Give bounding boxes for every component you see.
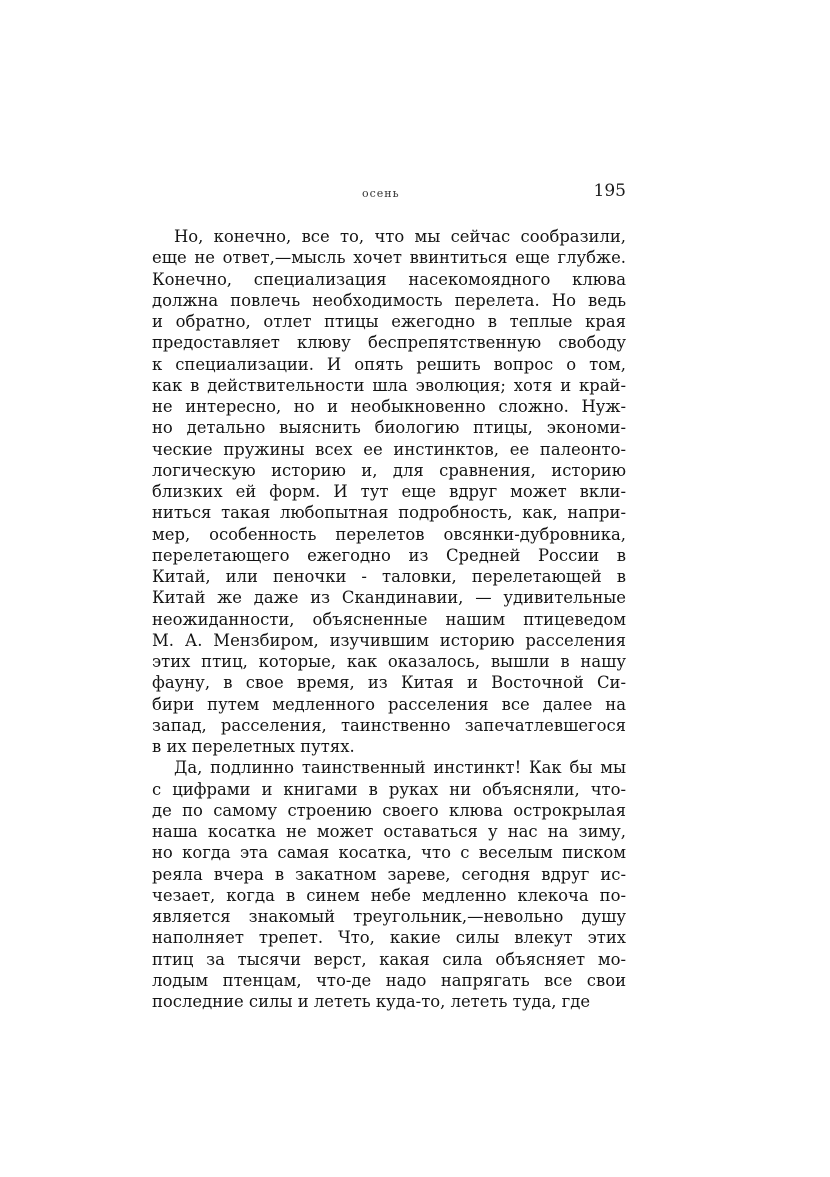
text-line: но когда эта самая косатка, что с веселым писком: [152, 843, 626, 863]
text-line: неожиданности, объясненные нашим птицеведом: [152, 609, 626, 629]
text-line: должна повлечь необходимость перелета. Но ведь: [152, 290, 626, 310]
paragraphs: [152, 226, 626, 1012]
running-title: осень: [362, 187, 400, 200]
text-line: наполняет трепет. Что, какие силы влекут этих: [152, 928, 626, 948]
text-line: не интересно, но и необыкновенно сложно. Нуж-: [152, 397, 626, 416]
text-line: Конечно, специализация насекомоядного клюва: [152, 269, 626, 289]
paragraph: [152, 226, 626, 757]
text-line: де по самому строению своего клюва острокрылая: [152, 800, 626, 820]
text-line: ниться такая любопытная подробность, как, напри-: [152, 503, 626, 523]
text-line: Да, подлинно таинственный инстинкт! Как бы мы: [174, 758, 626, 778]
text-line: чезает, когда в синем небе медленно клекоча по-: [152, 885, 626, 905]
text-line: реяла вчера в закатном зареве, сегодня вдруг ис-: [152, 864, 626, 884]
text-line: лодым птенцам, что-де надо напрягать все свои: [152, 970, 626, 990]
text-line: птиц за тысячи верст, какая сила объясняет мо-: [152, 949, 626, 969]
text-line: является знакомый треугольник,—невольно душу: [152, 907, 626, 926]
text-line: наша косатка не может оставаться у нас на зиму,: [152, 822, 626, 841]
text-line: с цифрами и книгами в руках ни объясняли, что-: [152, 779, 626, 799]
text-line: бири путем медленного расселения все далее на: [152, 694, 626, 714]
text-line: ческие пружины всех ее инстинктов, ее палеонто-: [152, 439, 626, 459]
text-line: Китай, или пеночки - таловки, перелетающей в: [152, 567, 626, 586]
text-line: Китай же даже из Скандинавии, — удивительные: [152, 588, 626, 608]
text-line: запад, расселения, таинственно запечатлевшегося: [152, 715, 626, 735]
text-line: но детально выяснить биологию птицы, экономи-: [152, 418, 626, 438]
text-line: предоставляет клюву беспрепятственную свободу: [152, 333, 626, 353]
text-line: мер, особенность перелетов овсянки-дубровника,: [152, 524, 626, 544]
running-head: [152, 181, 626, 205]
text-line: близких ей форм. И тут еще вдруг может вкли-: [152, 482, 626, 501]
text-line: и обратно, отлет птицы ежегодно в теплые края: [152, 312, 626, 331]
text-line: последние силы и лететь куда-то, лететь туда, где: [152, 992, 591, 1011]
text-line: перелетающего ежегодно из Средней России в: [152, 545, 626, 565]
paragraph: [152, 757, 626, 1012]
text-line: логическую историю и, для сравнения, историю: [152, 460, 626, 480]
text-line: этих птиц, которые, как оказалось, вышли в нашу: [152, 652, 626, 671]
body-text: [152, 226, 626, 1012]
text-line: как в действительности шла эволюция; хотя и край-: [152, 375, 626, 395]
page-number: 195: [593, 181, 626, 201]
text-line: в их перелетных путях.: [152, 737, 355, 756]
text-line: Но, конечно, все то, что мы сейчас сообразили,: [174, 227, 626, 246]
text-line: к специализации. И опять решить вопрос о том,: [152, 354, 626, 374]
text-line: М. А. Мензбиром, изучившим историю расселения: [152, 630, 626, 650]
text-line: фауну, в свое время, из Китая и Восточной Си-: [152, 673, 626, 693]
text-line: еще не ответ,—мысль хочет ввинтиться еще глубже.: [152, 248, 626, 268]
